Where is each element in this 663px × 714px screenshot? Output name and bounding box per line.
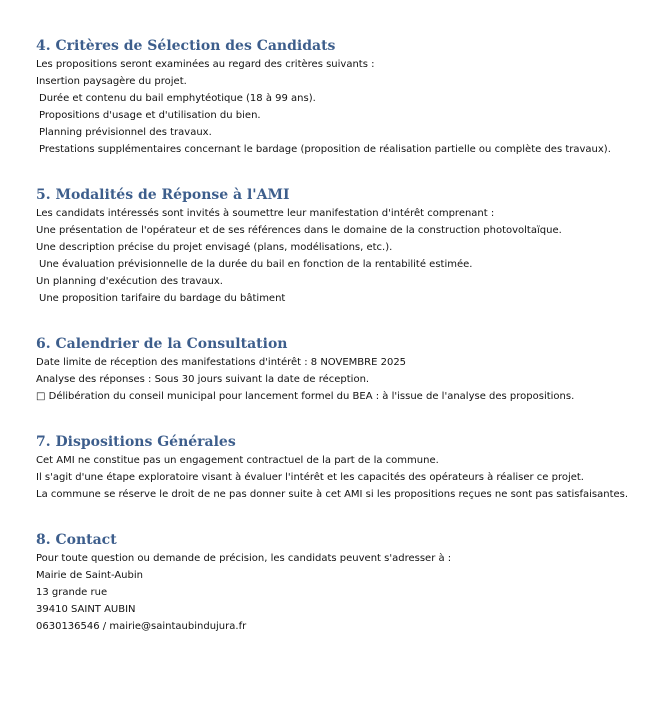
paragraph-line: □ Délibération du conseil municipal pour lancement formel du BEA : à l'issue de l'analyse des propositions. (36, 391, 575, 402)
paragraph-line: Date limite de réception des manifestations d'intérêt : 8 NOVEMBRE 2025 (36, 357, 407, 368)
paragraph-line: Insertion paysagère du projet. (36, 76, 187, 87)
section-heading: 4. Critères de Sélection des Candidats (36, 38, 336, 54)
paragraph-line: Pour toute question ou demande de précision, les candidats peuvent s'adresser à : (36, 553, 452, 564)
paragraph-line: Propositions d'usage et d'utilisation du bien. (39, 110, 261, 121)
paragraph-line: Un planning d'exécution des travaux. (36, 276, 223, 287)
paragraph-line: Durée et contenu du bail emphytéotique (18 à 99 ans). (39, 93, 316, 104)
contact-city: 39410 SAINT AUBIN (36, 604, 136, 615)
paragraph-line: Analyse des réponses : Sous 30 jours suivant la date de réception. (36, 374, 370, 385)
paragraph-line: Une présentation de l'opérateur et de ses références dans le domaine de la construction photovoltaïque. (36, 225, 562, 236)
section-heading: 5. Modalités de Réponse à l'AMI (36, 187, 290, 203)
contact-phone-email: 0630136546 / mairie@saintaubindujura.fr (36, 621, 247, 632)
section-response-modalities (36, 185, 656, 307)
paragraph-line: Une évaluation prévisionnelle de la durée du bail en fonction de la rentabilité estimée. (39, 259, 473, 270)
paragraph-line: Planning prévisionnel des travaux. (39, 127, 212, 138)
paragraph-line: Les candidats intéressés sont invités à soumettre leur manifestation d'intérêt comprenant : (36, 208, 495, 219)
section-selection-criteria (36, 36, 656, 158)
section-contact (36, 530, 656, 635)
paragraph-line: Il s'agit d'une étape exploratoire visant à évaluer l'intérêt et les capacités des opérateurs à réaliser ce projet. (36, 472, 584, 483)
section-heading: 8. Contact (36, 532, 117, 548)
section-heading: 7. Dispositions Générales (36, 434, 236, 450)
contact-street: 13 grande rue (36, 587, 108, 598)
paragraph-line: Une proposition tarifaire du bardage du bâtiment (39, 293, 286, 304)
paragraph-line: Une description précise du projet envisagé (plans, modélisations, etc.). (36, 242, 393, 253)
section-heading: 6. Calendrier de la Consultation (36, 336, 288, 352)
paragraph-line: Les propositions seront examinées au regard des critères suivants : (36, 59, 375, 70)
paragraph-line: Prestations supplémentaires concernant le bardage (proposition de réalisation partielle ou complète des travaux). (39, 144, 611, 155)
section-general-provisions (36, 432, 656, 503)
contact-organization: Mairie de Saint-Aubin (36, 570, 143, 581)
paragraph-line: La commune se réserve le droit de ne pas donner suite à cet AMI si les propositions reçues ne sont pas satisfaisantes. (36, 489, 629, 500)
document-page (36, 36, 656, 635)
paragraph-line: Cet AMI ne constitue pas un engagement contractuel de la part de la commune. (36, 455, 439, 466)
section-consultation-calendar (36, 334, 656, 405)
